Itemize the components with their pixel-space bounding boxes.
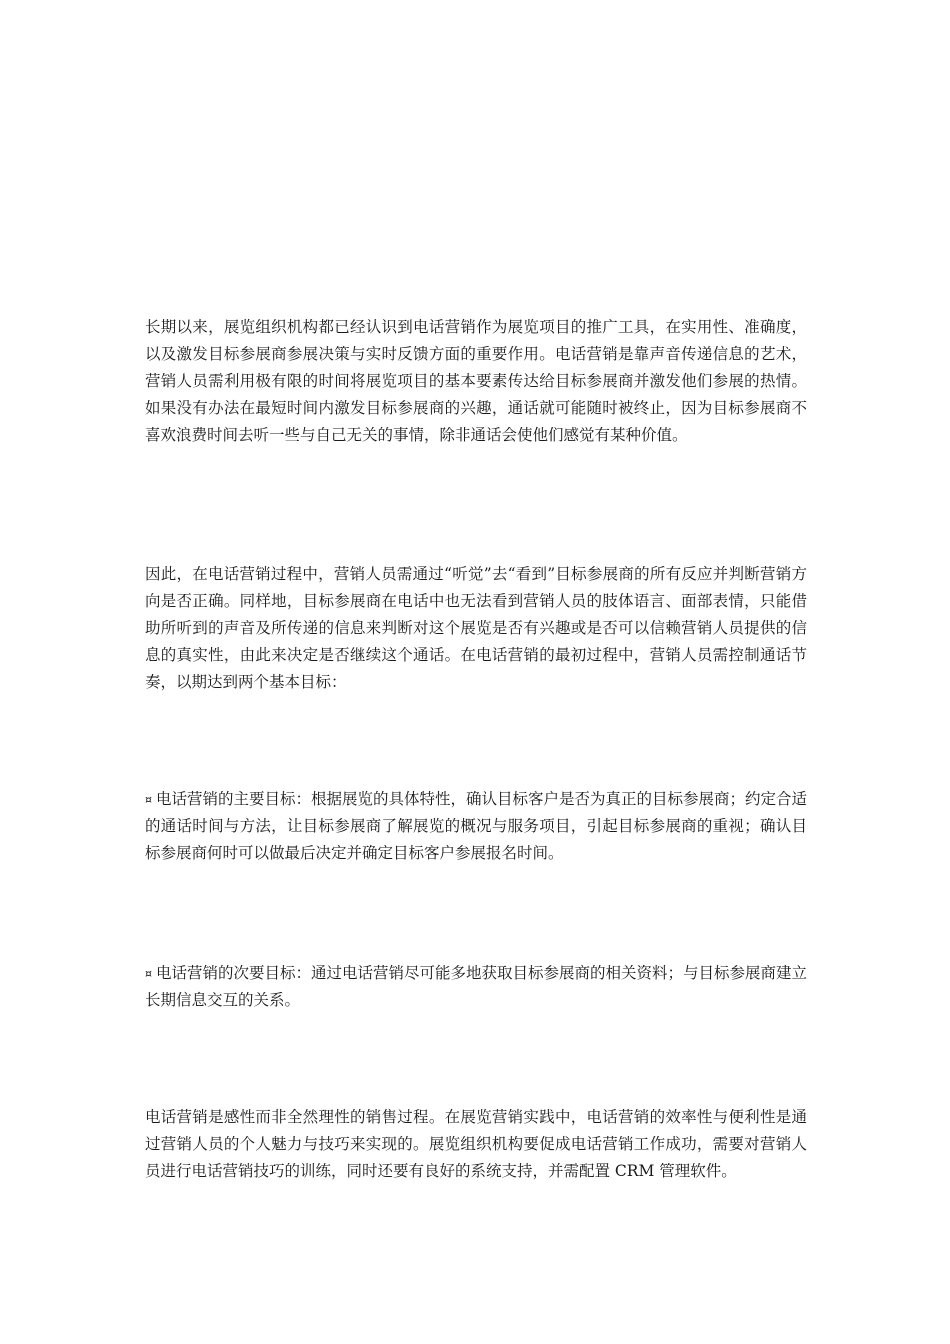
bullet-primary-goal [145,786,807,867]
paragraph-listening: 因此，在电话营销过程中，营销人员需通过“听觉”去“看到”目标参展商的所有反应并判断营销方向是否正确。同样地，目标参展商在电话中也无法看到营销人员的肢体语言、面部表情，只能借助所听到的声音及所传递的信息来判断对这个展览是否有兴趣或是否可以信赖营销人员提供的信息的真实性，由此来决定是否继续这个通话。在电话营销的最初过程中，营销人员需控制通话节奏，以期达到两个基本目标： [145,565,807,691]
bullet-secondary-goal-text: 电话营销的次要目标：通过电话营销尽可能多地获取目标参展商的相关资料；与目标参展商建立长期信息交互的关系。 [145,964,808,1009]
paragraph-conclusion: 电话营销是感性而非全然理性的销售过程。在展览营销实践中，电话营销的效率性与便利性是通过营销人员的个人魅力与技巧来实现的。展览组织机构要促成电话营销工作成功，需要对营销人员进行电话营销技巧的训练，同时还要有良好的系统支持，并需配置 CRM 管理软件。 [145,1108,807,1180]
paragraph-intro: 长期以来，展览组织机构都已经认识到电话营销作为展览项目的推广工具，在实用性、准确度，以及激发目标参展商参展决策与实时反馈方面的重要作用。电话营销是靠声音传递信息的艺术，营销人员需利用极有限的时间将展览项目的基本要素传达给目标参展商并激发他们参展的热情。如果没有办法在最短时间内激发目标参展商的兴趣，通话就可能随时被终止，因为目标参展商不喜欢浪费时间去听一些与自己无关的事情，除非通话会使他们感觉有某种价值。 [145,318,807,444]
bullet-icon: ¤ [145,793,152,806]
bullet-secondary-goal [145,960,807,1014]
bullet-primary-goal-text: 电话营销的主要目标：根据展览的具体特性，确认目标客户是否为真正的目标参展商；约定合适的通话时间与方法，让目标参展商了解展览的概况与服务项目，引起目标参展商的重视；确认目标参展商何时可以做最后决定并确定目标客户参展报名时间。 [145,790,808,862]
bullet-icon: ¤ [145,967,152,980]
